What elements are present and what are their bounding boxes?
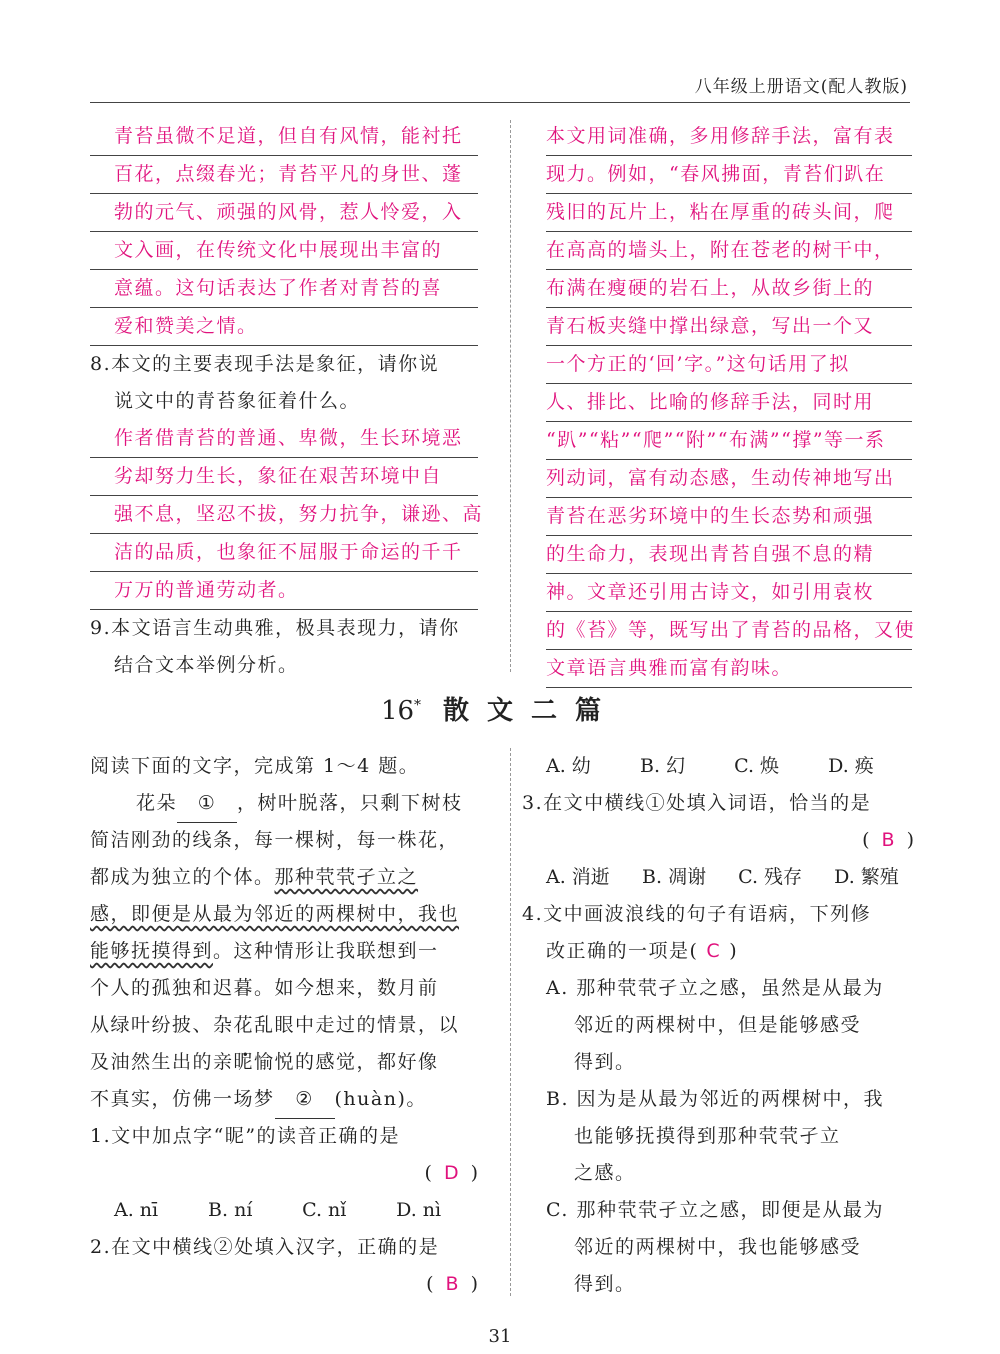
right-bottom-column: [522, 748, 914, 1303]
question-1: 1.文中加点字“昵”的读音正确的是: [90, 1125, 401, 1147]
option-d: D. nì: [396, 1199, 442, 1221]
column-divider-top: [510, 120, 511, 672]
answer-paren-1: ( D ): [424, 1162, 478, 1184]
answer-line: 强不息，坚忍不拔，努力抗争，谦逊、高: [90, 496, 478, 534]
question-4-cont: 改正确的一项是( C ): [546, 940, 739, 962]
wavy-sentence: 感，即便是从最为邻近的两棵树中，我也: [90, 903, 460, 925]
option-c-line: 得到。: [574, 1273, 636, 1295]
section-star: *: [414, 697, 422, 714]
answer-line: 列动词，富有动态感，生动传神地写出: [546, 460, 912, 498]
answer-line: 一个方正的‘回’字。”这句话用了拟: [546, 346, 912, 384]
q3-options: [522, 859, 914, 896]
answer-line: 爱和赞美之情。: [90, 308, 478, 346]
question-2: 2.在文中横线②处填入汉字，正确的是: [90, 1236, 440, 1258]
column-divider-bottom: [510, 748, 511, 1296]
option-d: D. 繁殖: [834, 866, 899, 888]
answer-line: 百花，点缀春光；青苔平凡的身世、蓬: [90, 156, 478, 194]
option-c-line: C. 那种茕茕孑立之感，即便是从最为: [546, 1199, 884, 1221]
section-title-text: 散文二篇: [443, 696, 620, 726]
answer-paren-3: ( B ): [862, 829, 914, 851]
answer-line: 劣却努力生长，象征在艰苦环境中自: [90, 458, 478, 496]
option-a: A. 幼: [546, 755, 591, 777]
passage-line: 花朵 ① ，树叶脱落，只剩下树枝: [90, 785, 478, 822]
answer-line: 的生命力，表现出青苔自强不息的精: [546, 536, 912, 574]
answer-line: 青苔虽微不足道，但自有风情，能衬托: [90, 118, 478, 156]
option-d: D. 痪: [828, 755, 874, 777]
passage-line: 都成为独立的个体。那种茕茕孑立之: [90, 866, 419, 888]
passage-line: 个人的孤独和迟暮。如今想来，数月前: [90, 977, 439, 999]
passage-line: 能够抚摸得到。这种情形让我联想到一: [90, 940, 439, 962]
question-8-cont: 说文中的青苔象征着什么。: [114, 390, 361, 412]
answer-line: 意蕴。这句话表达了作者对青苔的喜: [90, 270, 478, 308]
blank-1: ①: [177, 785, 237, 823]
question-3: 3.在文中横线①处填入词语，恰当的是: [522, 792, 872, 814]
option-b: B. ní: [208, 1199, 253, 1221]
left-bottom-column: [90, 748, 478, 1303]
answer-line: 文章语言典雅而富有韵味。: [546, 650, 912, 688]
answer-line: 现力。例如，“春风拂面，青苔们趴在: [546, 156, 912, 194]
page-header: 八年级上册语文(配人教版): [694, 77, 908, 97]
option-a: A. nī: [114, 1199, 159, 1221]
option-c: C. nǐ: [302, 1199, 347, 1221]
q1-options: [90, 1192, 478, 1229]
option-a-line: 得到。: [574, 1051, 636, 1073]
answer-line: 在高高的墙头上，附在苍老的树干中，: [546, 232, 912, 270]
passage-line: 不真实，仿佛一场梦 ② (huàn)。: [90, 1081, 478, 1118]
option-b-line: 之感。: [574, 1162, 636, 1184]
option-a-line: A. 那种茕茕孑立之感，虽然是从最为: [546, 977, 884, 999]
q2-options: [522, 748, 914, 785]
option-b-line: 也能够抚摸得到那种茕茕孑立: [574, 1125, 841, 1147]
answer-paren-2: ( B ): [426, 1273, 478, 1295]
right-top-column: [546, 118, 916, 688]
answer-line: 作者借青苔的普通、卑微，生长环境恶: [90, 420, 478, 458]
reading-intro: 阅读下面的文字，完成第 1～4 题。: [90, 755, 420, 777]
option-b: B. 凋谢: [642, 866, 707, 888]
option-a: A. 消逝: [546, 866, 610, 888]
left-top-column: [90, 118, 484, 684]
dotted-character: 昵: [233, 1051, 255, 1073]
page-number: 31: [488, 1326, 512, 1347]
answer-line: 本文用词准确，多用修辞手法，富有表: [546, 118, 912, 156]
option-c: C. 焕: [734, 755, 780, 777]
header-divider: [90, 102, 910, 103]
answer-line: “趴”“粘”“爬”“附”“布满”“撑”等一系: [546, 422, 912, 460]
section-number: 16: [380, 696, 415, 726]
answer-line: 残旧的瓦片上，粘在厚重的砖头间，爬: [546, 194, 912, 232]
question-9: 9.本文语言生动典雅，极具表现力，请你: [90, 617, 460, 639]
option-b: B. 幻: [640, 755, 686, 777]
passage-line: 简洁刚劲的线条，每一棵树，每一株花，: [90, 829, 460, 851]
answer-letter: D: [443, 1162, 459, 1184]
wavy-sentence: 能够抚摸得到: [90, 940, 214, 962]
passage-line: [90, 896, 478, 933]
answer-line: 文入画，在传统文化中展现出丰富的: [90, 232, 478, 270]
passage-line: 及油然生出的亲昵愉悦的感觉，都好像: [90, 1051, 439, 1073]
blank-2: ②: [275, 1081, 335, 1119]
question-9-cont: 结合文本举例分析。: [114, 654, 299, 676]
answer-line: 的《苔》等，既写出了青苔的品格，又使: [546, 612, 912, 650]
answer-line: 万万的普通劳动者。: [90, 572, 478, 610]
answer-line: 青石板夹缝中撑出绿意，写出一个又: [546, 308, 912, 346]
answer-line: 勃的元气、顽强的风骨，惹人怜爱，入: [90, 194, 478, 232]
answer-letter: C: [706, 940, 722, 962]
answer-letter: B: [881, 829, 895, 851]
option-a-line: 邻近的两棵树中，但是能够感受: [574, 1014, 862, 1036]
option-c-line: 邻近的两棵树中，我也能够感受: [574, 1236, 862, 1258]
option-b-line: B. 因为是从最为邻近的两棵树中，我: [546, 1088, 885, 1110]
answer-letter: B: [445, 1273, 459, 1295]
answer-line: 青苔在恶劣环境中的生长态势和顽强: [546, 498, 912, 536]
answer-line: 布满在瘦硬的岩石上，从故乡街上的: [546, 270, 912, 308]
answer-line: 人、排比、比喻的修辞手法，同时用: [546, 384, 912, 422]
passage-line: 从绿叶纷披、杂花乱眼中走过的情景，以: [90, 1014, 460, 1036]
answer-line: 神。文章还引用古诗文，如引用袁枚: [546, 574, 912, 612]
answer-line: 洁的品质，也象征不屈服于命运的千千: [90, 534, 478, 572]
section-title: [0, 690, 1000, 727]
option-c: C. 残存: [738, 866, 803, 888]
wavy-sentence: 那种茕茕孑立之: [274, 866, 419, 888]
question-4: 4.文中画波浪线的句子有语病，下列修: [522, 903, 872, 925]
question-8: 8.本文的主要表现手法是象征，请你说: [90, 353, 440, 375]
